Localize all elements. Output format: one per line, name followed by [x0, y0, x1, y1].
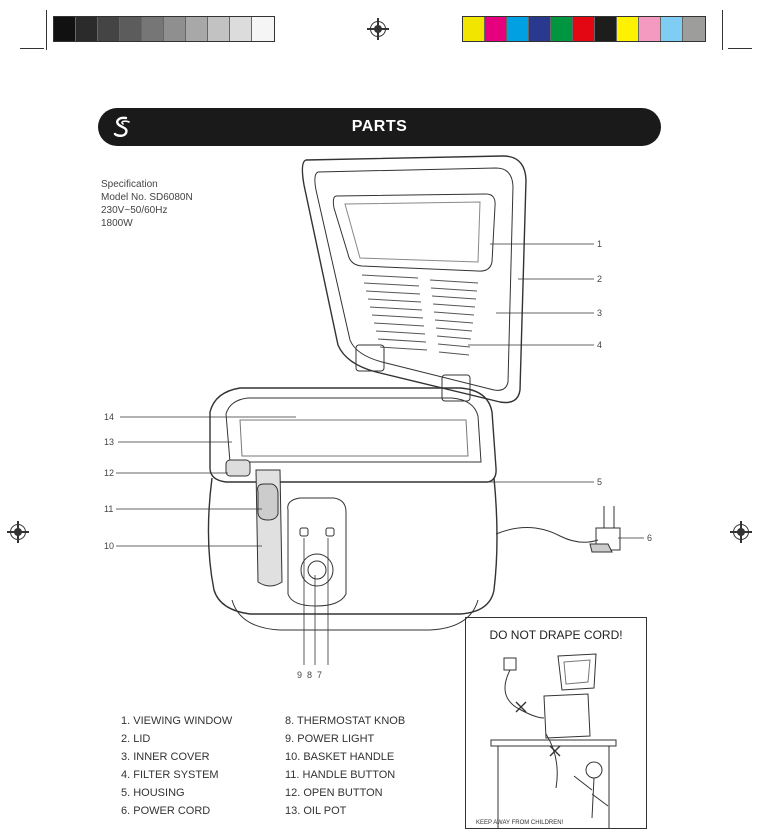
callout-13: 13 [104, 437, 115, 447]
list-item: 2. LID [121, 733, 151, 745]
callout-2: 2 [597, 274, 603, 284]
callout-3: 3 [597, 308, 603, 318]
warning-illustration [466, 618, 646, 828]
callout-11: 11 [104, 504, 114, 514]
parts-list-left [121, 712, 232, 820]
list-item: 3. INNER COVER [121, 751, 210, 763]
callout-5: 5 [597, 477, 603, 487]
callout-1: 1 [597, 239, 603, 249]
callout-12: 12 [104, 468, 115, 478]
callout-987: 9 8 7 [297, 670, 323, 680]
page-title: PARTS [351, 118, 408, 135]
spec-model: Model No. SD6080N [101, 192, 193, 203]
list-item: 11. HANDLE BUTTON [285, 769, 396, 781]
list-item: 8. THERMOSTAT KNOB [285, 715, 406, 727]
callout-10: 10 [104, 541, 115, 551]
list-item: 12. OPEN BUTTON [285, 787, 383, 799]
callout-6: 6 [647, 533, 653, 543]
warning-title: DO NOT DRAPE CORD! [489, 628, 623, 642]
list-item: 6. POWER CORD [121, 805, 211, 817]
spec-power: 1800W [101, 218, 133, 229]
warning-footer: KEEP AWAY FROM CHILDREN! [476, 820, 564, 826]
list-item: 10. BASKET HANDLE [285, 751, 395, 763]
list-item: 9. POWER LIGHT [285, 733, 375, 745]
warning-box [465, 617, 647, 829]
callout-14: 14 [104, 412, 115, 422]
spec-heading: Specification [101, 179, 158, 190]
list-item: 4. FILTER SYSTEM [121, 769, 219, 781]
parts-list-right [285, 712, 405, 820]
spec-voltage: 230V~50/60Hz [101, 205, 168, 216]
list-item: 13. OIL POT [285, 805, 347, 817]
list-item: 1. VIEWING WINDOW [121, 715, 233, 727]
callout-4: 4 [597, 340, 603, 350]
list-item: 5. HOUSING [121, 787, 185, 799]
